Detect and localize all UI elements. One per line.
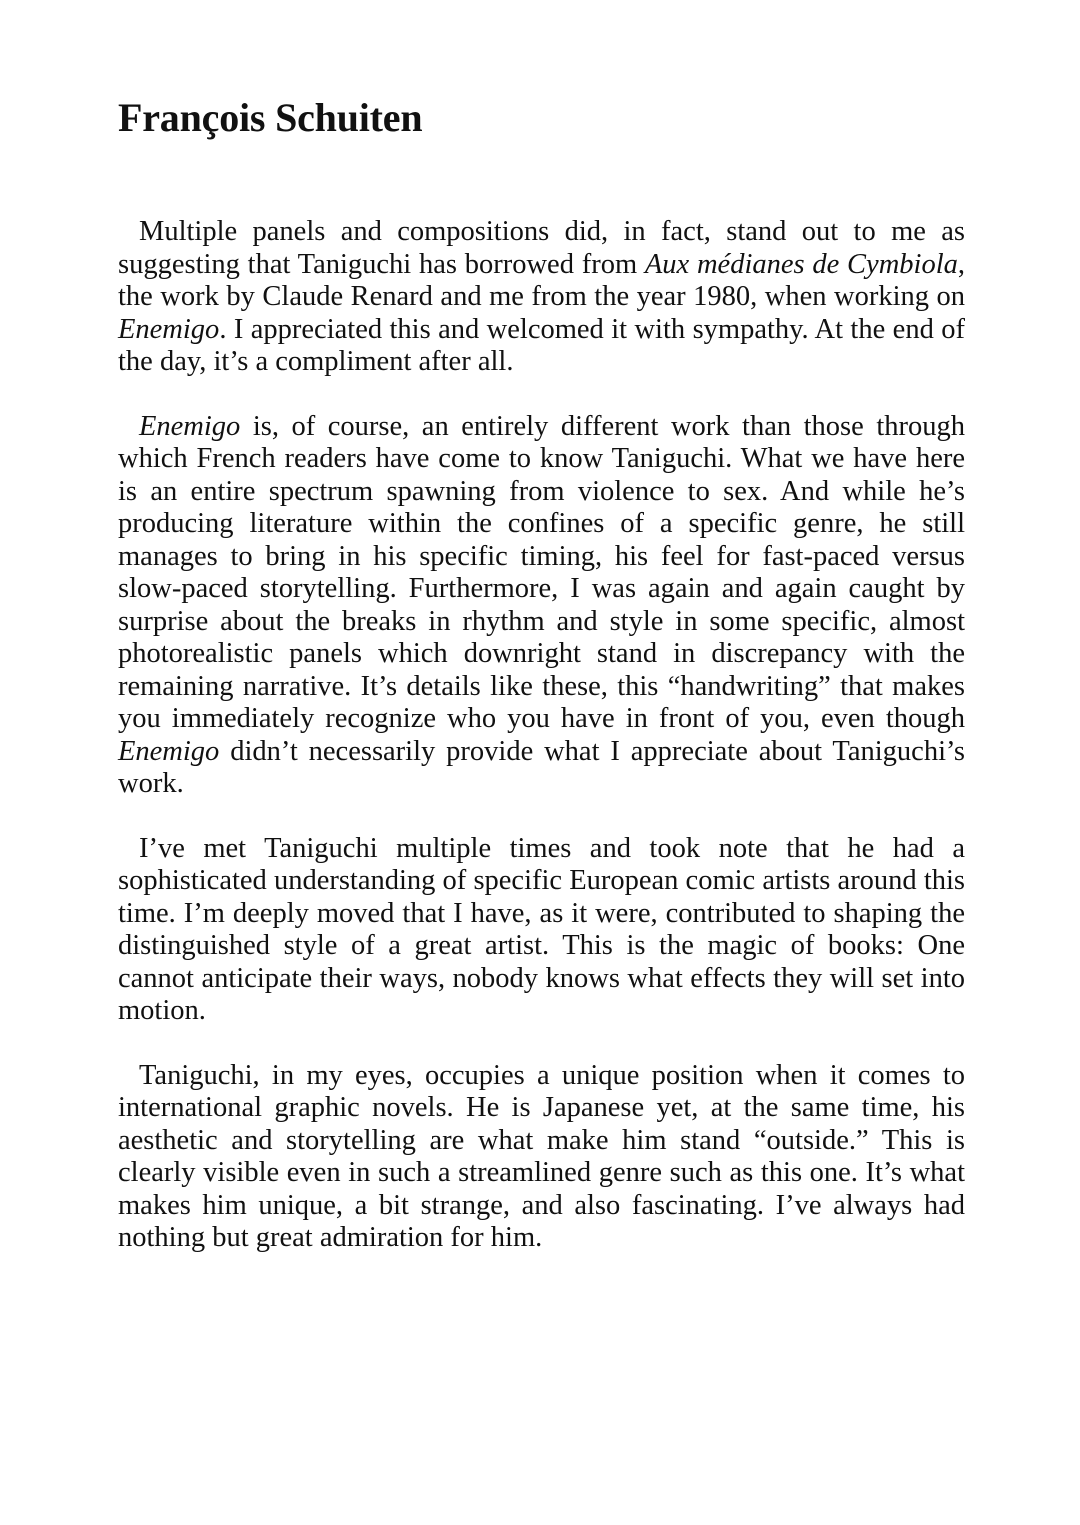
paragraph-2-title-enemigo-2: Enemigo [118,735,220,767]
paragraph-1-text-3: . I appreciated this and welcomed it with sympathy. At the end of the day, it’s a compliment after all. [118,313,965,377]
paragraph-2-text-2: didn’t necessarily provide what I appreciate about Taniguchi’s work. [118,735,965,799]
paragraph-3-text: I’ve met Taniguchi multiple times and took note that he had a sophisticated understanding of specific European comic artists around this time. I’m deeply moved that I have, as it were, contributed to shaping the distinguished style of a great artist. This is the magic of books: One cannot anticipate their ways, nobody knows what effects they will set into motion. [118,832,965,1026]
paragraph-4-text: Taniguchi, in my eyes, occupies a unique position when it comes to international graphic novels. He is Japanese yet, at the same time, his aesthetic and storytelling are what make him stand “outside.” This is clearly visible even in such a streamlined genre such as this one. It’s what makes him unique, a bit strange, and also fascinating. I’ve always had nothing but great admiration for him. [118,1059,965,1253]
paragraph-2-title-enemigo-1: Enemigo [139,410,241,442]
paragraph-2-text-1: is, of course, an entirely different work than those through which French readers have come to know Taniguchi. What we have here is an entire spectrum spawning from violence to sex. And while he’s producing literature within the confines of a specific genre, he still manages to bring in his specific timing, his feel for fast-paced versus slow-paced storytelling. Furthermore, I was again and again caught by surprise about the breaks in rhythm and style in some specific, almost photorealistic panels which downright stand in discrepancy with the remaining narrative. It’s details like these, this “handwriting” that makes you immediately recognize who you have in front of you, even though [118,410,965,734]
paragraph-1-text-2: , the work by Claude Renard and me from the year 1980, when working on [118,248,965,312]
paragraph-4 [118,1060,965,1255]
article-body [118,216,965,1255]
paragraph-1-title-aux-medianes: Aux médianes de Cymbiola [644,248,958,280]
paragraph-3 [118,833,965,1028]
paragraph-2 [118,411,965,801]
paragraph-1-title-enemigo: Enemigo [118,313,220,345]
page-title: François Schuiten [118,95,423,140]
paragraph-1 [118,216,965,379]
paragraph-1-text-1: Multiple panels and compositions did, in fact, stand out to me as suggesting that Taniguchi has borrowed from [118,216,965,280]
